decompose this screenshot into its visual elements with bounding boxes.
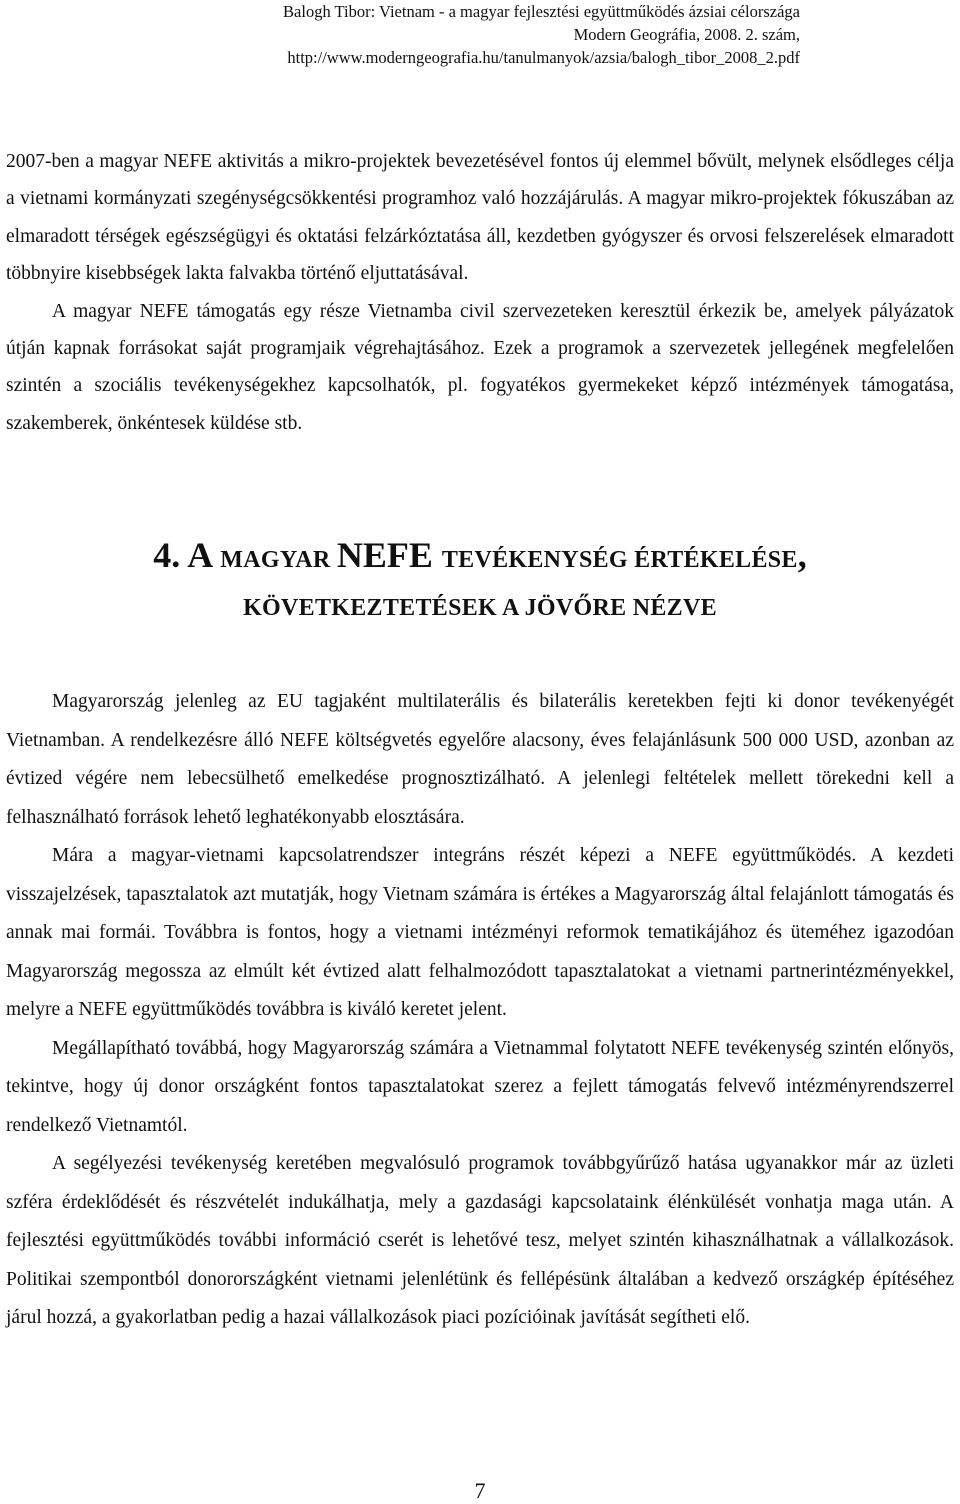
- paragraph: 2007-ben a magyar NEFE aktivitás a mikro-projektek bevezetésével fontos új elemmel bővült, melynek elsődleges célja a vietnami kormányzati szegénységcsökkentési programhoz való hozzájárulás. A magyar mikro-projektek fókuszában az elmaradott térségek egészségügyi és oktatási felzárkóztatása áll, kezdetben gyógyszer és orvosi felszerelések elmaradott többnyire kisebbségek lakta falvakba történő eljuttatásával.: [6, 151, 954, 285]
- heading-word: A: [187, 535, 221, 575]
- paragraph: Magyarország jelenleg az EU tagjaként multilaterális és bilaterális keretekben fejti ki donor tevékenyégét Vietnamban. A rendelkezésre álló NEFE költségvetés egyelőre alacsony, éves felajánlásunk 500 000 USD, azonban az évtized végére nem lebecsülhető emelkedése prognosztizálható. A jelenlegi feltételek mellett törekedni kell a felhasználható források lehető leghatékonyabb elosztására.: [6, 691, 954, 828]
- section-intro-text: [6, 143, 954, 442]
- heading-comma: ,: [797, 535, 807, 575]
- page-number: 7: [474, 1478, 486, 1503]
- paragraph: A segélyezési tevékenység keretében megvalósuló programok továbbgyűrűző hatása ugyanakkor már az üzleti szféra érdeklődését és részvételét indukálhatja, mely a gazdasági kapcsolataink élénkülését vonhatja maga után. A fejlesztési együttműködés további információ cserét is lehetővé tesz, melyet szintén kihasználhatnak a vállalkozások. Politikai szempontból donorországként vietnami jelenlétünk és fellépésünk általában a kedvező országkép építéséhez járul hozzá, a gyakorlatban pedig a hazai vállalkozások piaci pozícióinak javítását segítheti elő.: [6, 1153, 954, 1328]
- section-evaluation-text: [6, 683, 954, 1338]
- running-header: [80, 0, 800, 69]
- paragraph: Mára a magyar-vietnami kapcsolatrendszer integráns részét képezi a NEFE együttműködés. A kezdeti visszajelzések, tapasztalatok azt mutatják, hogy Vietnam számára is értékes a Magyarország által felajánlott támogatás és annak mai formái. Továbbra is fontos, hogy a vietnami intézményi reformok tematikájához és üteméhez igazodóan Magyarország megossza az elmúlt két évtized alatt felhalmozódott tapasztalatokat a vietnami partnerintézményekkel, melyre a NEFE együttműködés továbbra is kiváló keretet jelent.: [6, 845, 954, 1020]
- heading-smallcaps: TEVÉKENYSÉG ÉRTÉKELÉSE: [441, 547, 798, 573]
- paragraph: Megállapítható továbbá, hogy Magyarország számára a Vietnammal folytatott NEFE tevékenység szintén előnyös, tekintve, hogy új donor országként fontos tapasztalatokat szerez a fejlett támogatás felvevő intézményrendszerrel rendelkező Vietnamtól.: [6, 1037, 954, 1136]
- heading-number: 4.: [153, 535, 188, 575]
- section-subheading: KÖVETKEZTETÉSEK A JÖVŐRE NÉZVE: [243, 595, 717, 621]
- heading-word: NEFE: [336, 535, 442, 575]
- paragraph: A magyar NEFE támogatás egy része Vietnamba civil szervezeteken keresztül érkezik be, amelyek pályázatok útján kapnak forrásokat saját programjaik végrehajtásához. Ezek a programok a szervezetek jellegének megfelelően szintén a szociális tevékenységekhez kapcsolhatók, pl. fogyatékos gyermekeket képző intézmények támogatása, szakemberek, önkéntesek küldése stb.: [6, 300, 954, 434]
- header-journal: Modern Geográfia, 2008. 2. szám,: [573, 25, 800, 44]
- section-heading: [0, 530, 960, 585]
- header-url: http://www.moderngeografia.hu/tanulmanyok/azsia/balogh_tibor_2008_2.pdf: [287, 48, 800, 67]
- heading-smallcaps: MAGYAR: [220, 547, 337, 573]
- header-title: Balogh Tibor: Vietnam - a magyar fejlesztési együttműködés ázsiai célországa: [283, 2, 800, 21]
